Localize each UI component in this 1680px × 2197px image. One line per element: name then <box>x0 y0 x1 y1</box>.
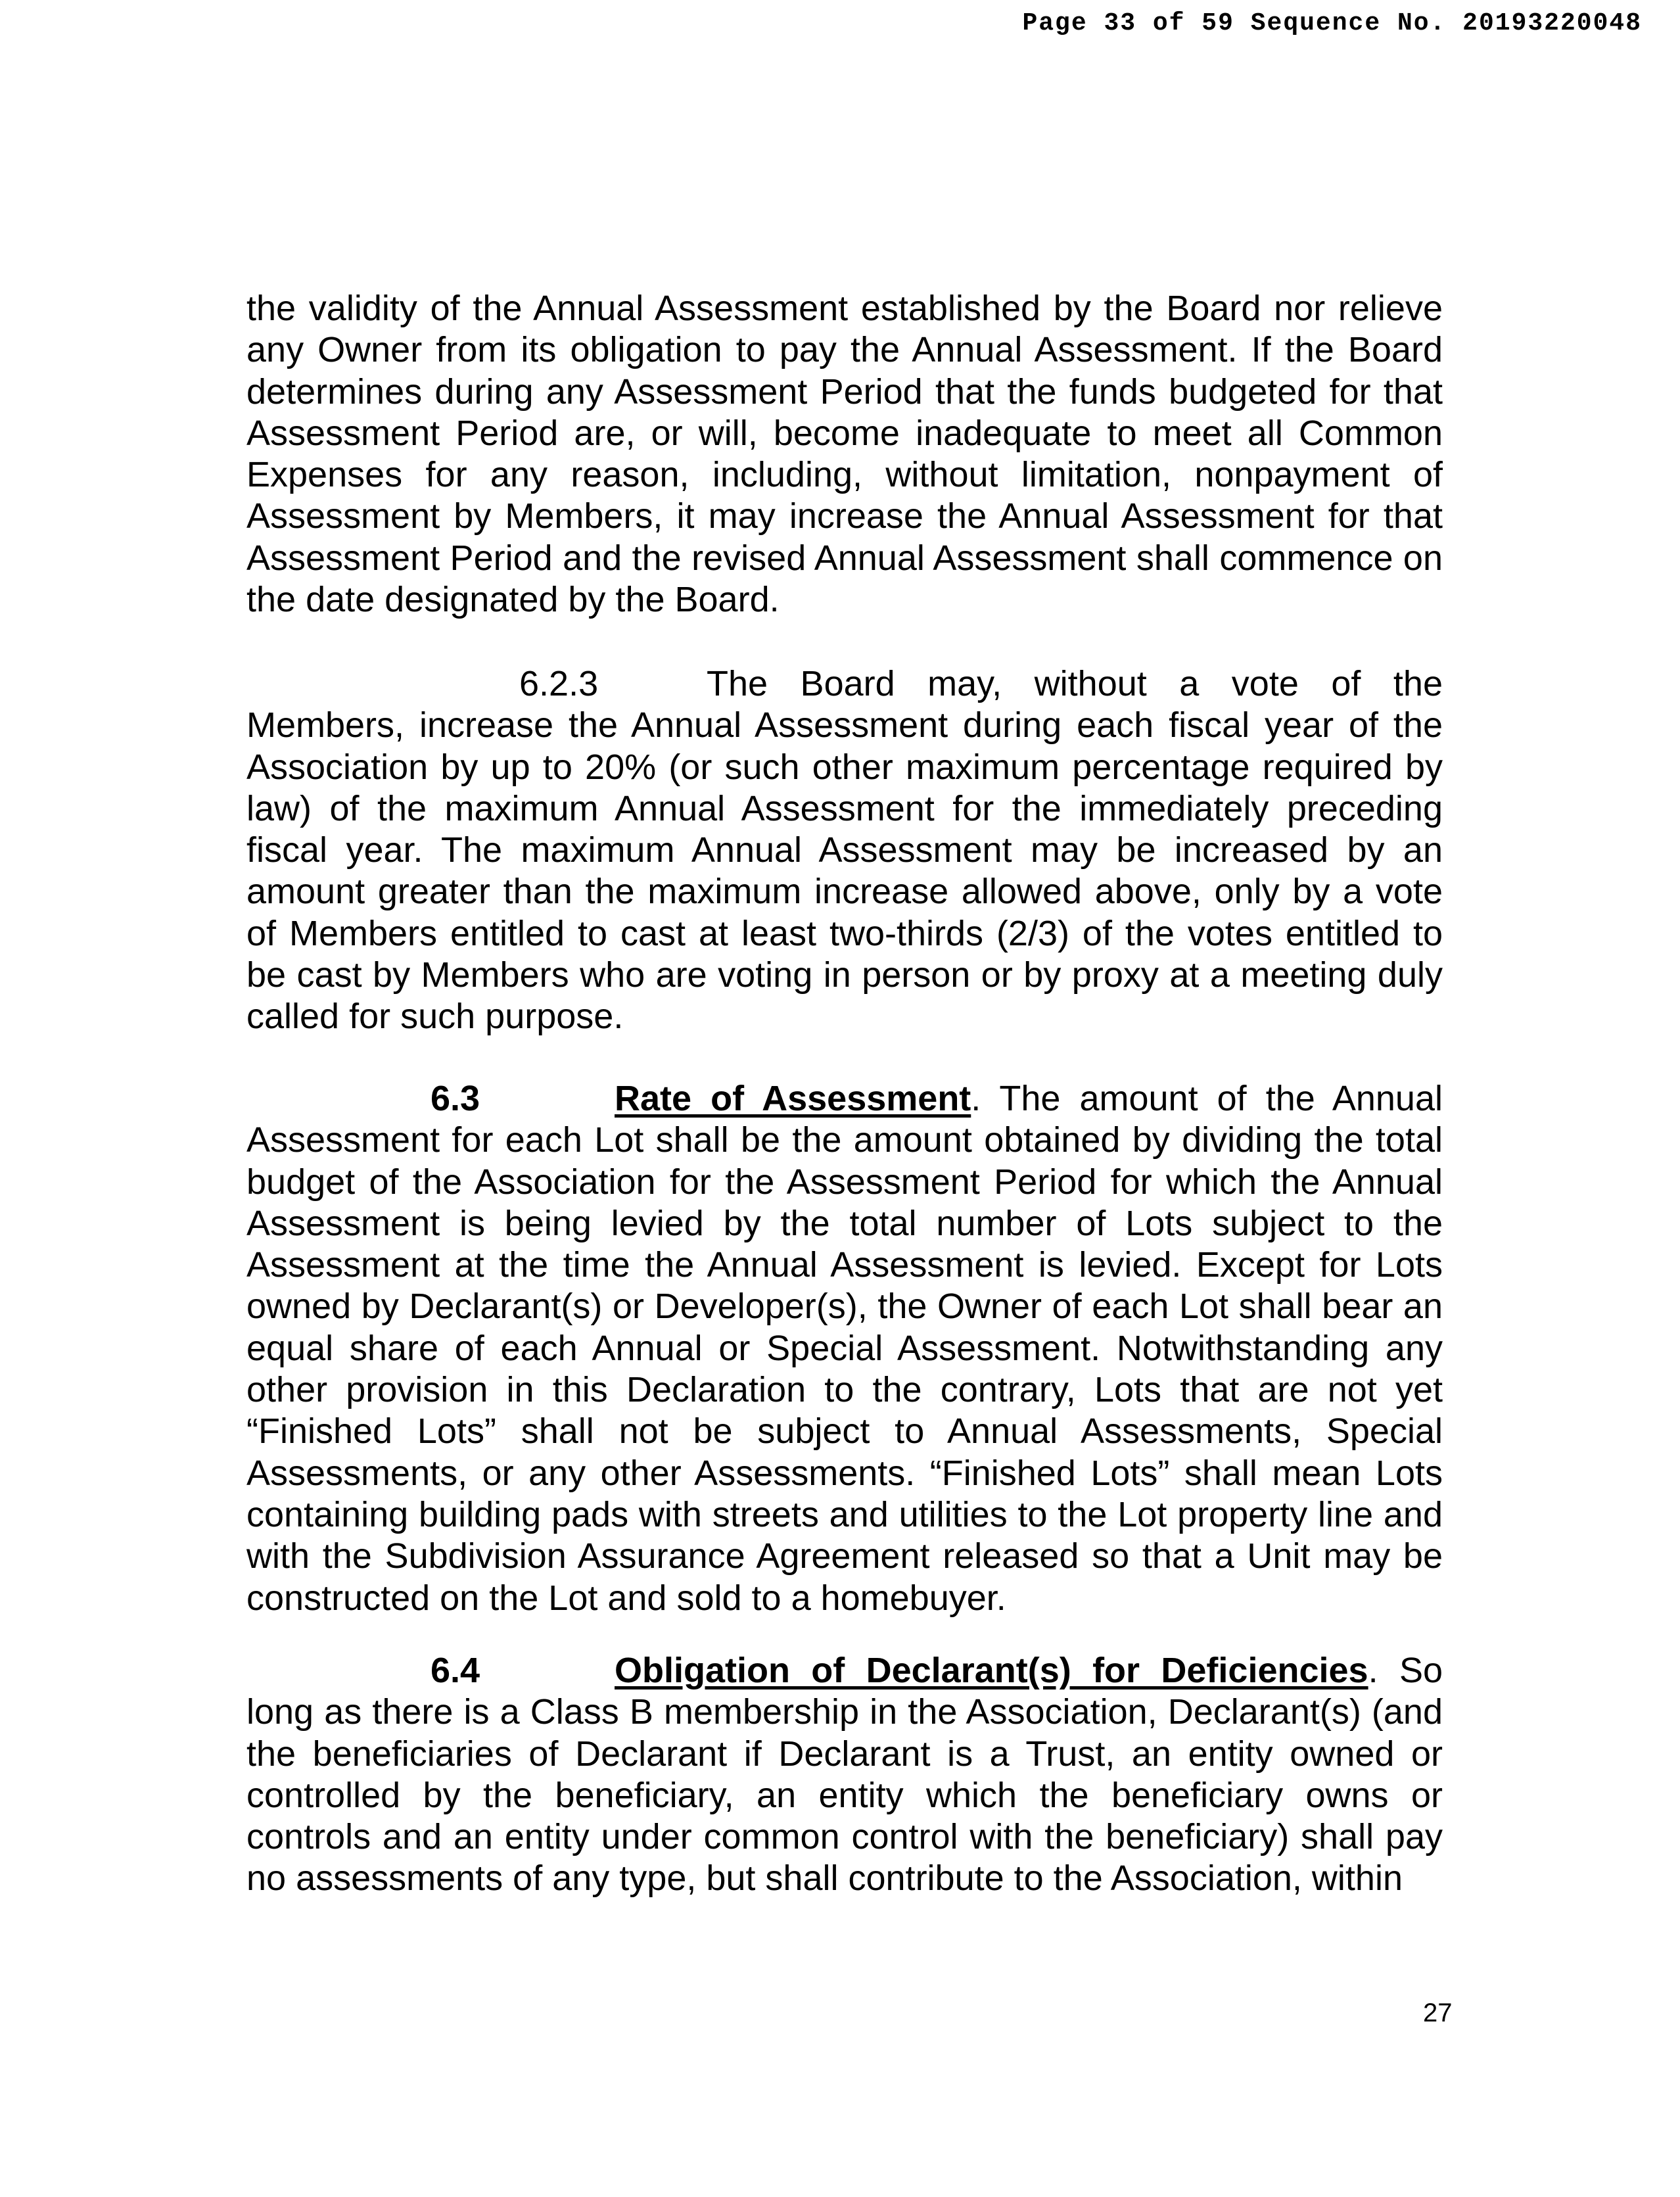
section-6-3: 6.3 Rate of Assessment. The amount of the Annual Assessment for each Lot shall be the amount obtained by dividing the total budget of the Association for the Assessment Period for which the Annual Assessment is being levied by the total number of Lots subject to the Assessment at the time the Annual Assessment is levied. Except for Lots owned by Declarant(s) or Developer(s), the Owner of each Lot shall bear an equal share of each Annual or Special Assessment. Notwithstanding any other provision in this Declaration to the contrary, Lots that are not yet “Finished Lots” shall not be subject to Annual Assessments, Special Assessments, or any other Assessments. “Finished Lots” shall mean Lots containing building pads with streets and utilities to the Lot property line and with the Subdivision Assurance Agreement released so that a Unit may be constructed on the Lot and sold to a homebuyer. <box>246 1079 1443 1618</box>
paragraph-text: The Board may, without a vote of the Members, increase the Annual Assessment during each fiscal year of the Association by up to 20% (or such other maximum percentage required by law) of the maximum Annual Assessment for the immediately preceding fiscal year. The maximum Annual Assessment may be increased by an amount greater than the maximum increase allowed above, only by a vote of Members entitled to cast at least two-thirds (2/3) of the votes entitled to be cast by Members who are voting in person or by proxy at a meeting duly called for such purpose. <box>246 664 1443 1037</box>
paragraph-text: The amount of the Annual Assessment for each Lot shall be the amount obtained by dividing the total budget of the Association for the Assessment Period for which the Annual Assessment is being levied by the total number of Lots subject to the Assessment at the time the Annual Assessment is levied. Except for Lots owned by Declarant(s) or Developer(s), the Owner of each Lot shall bear an equal share of each Annual or Special Assessment. Notwithstanding any other provision in this Declaration to the contrary, Lots that are not yet “Finished Lots” shall not be subject to Annual Assessments, Special Assessments, or any other Assessments. “Finished Lots” shall mean Lots containing building pads with streets and utilities to the Lot property line and with the Subdivision Assurance Agreement released so that a Unit may be constructed on the Lot and sold to a homebuyer. <box>246 1079 1443 1618</box>
paragraph-continuation <box>246 288 1443 621</box>
section-heading: Rate of Assessment <box>615 1079 971 1118</box>
page-number: 27 <box>1423 1998 1453 2027</box>
section-number: 6.2.3 <box>519 664 599 703</box>
section-6-2-3 <box>246 663 1443 1038</box>
section-number: 6.3 <box>431 1079 480 1118</box>
page-header: Page 33 of 59 Sequence No. 20193220048 <box>1022 9 1642 37</box>
section-heading: Obligation of Declarant(s) for Deficiencies <box>615 1651 1368 1690</box>
section-6-4: 6.4 Obligation of Declarant(s) for Deficiencies. So long as there is a Class B membership in the Association, Declarant(s) (and the beneficiaries of Declarant if Declarant is a Trust, an entity owned or controlled by the beneficiary, an entity which the beneficiary owns or controls and an entity under common control with the beneficiary) shall pay no assessments of any type, but shall contribute to the Association, within <box>246 1651 1443 1899</box>
paragraph-text: the validity of the Annual Assessment established by the Board nor relieve any Owner from its obligation to pay the Annual Assessment. If the Board determines during any Assessment Period that the funds budgeted for that Assessment Period are, or will, become inadequate to meet all Common Expenses for any reason, including, without limitation, nonpayment of Assessment by Members, it may increase the Annual Assessment for that Assessment Period and the revised Annual Assessment shall commence on the date designated by the Board. <box>246 289 1443 620</box>
section-number: 6.4 <box>431 1651 480 1690</box>
paragraph-text: So long as there is a Class B membership in the Association, Declarant(s) (and the beneficiaries of Declarant if Declarant is a Trust, an entity owned or controlled by the beneficiary, an entity which the beneficiary owns or controls and an entity under common control with the beneficiary) shall pay no assessments of any type, but shall contribute to the Association, within <box>246 1651 1443 1899</box>
